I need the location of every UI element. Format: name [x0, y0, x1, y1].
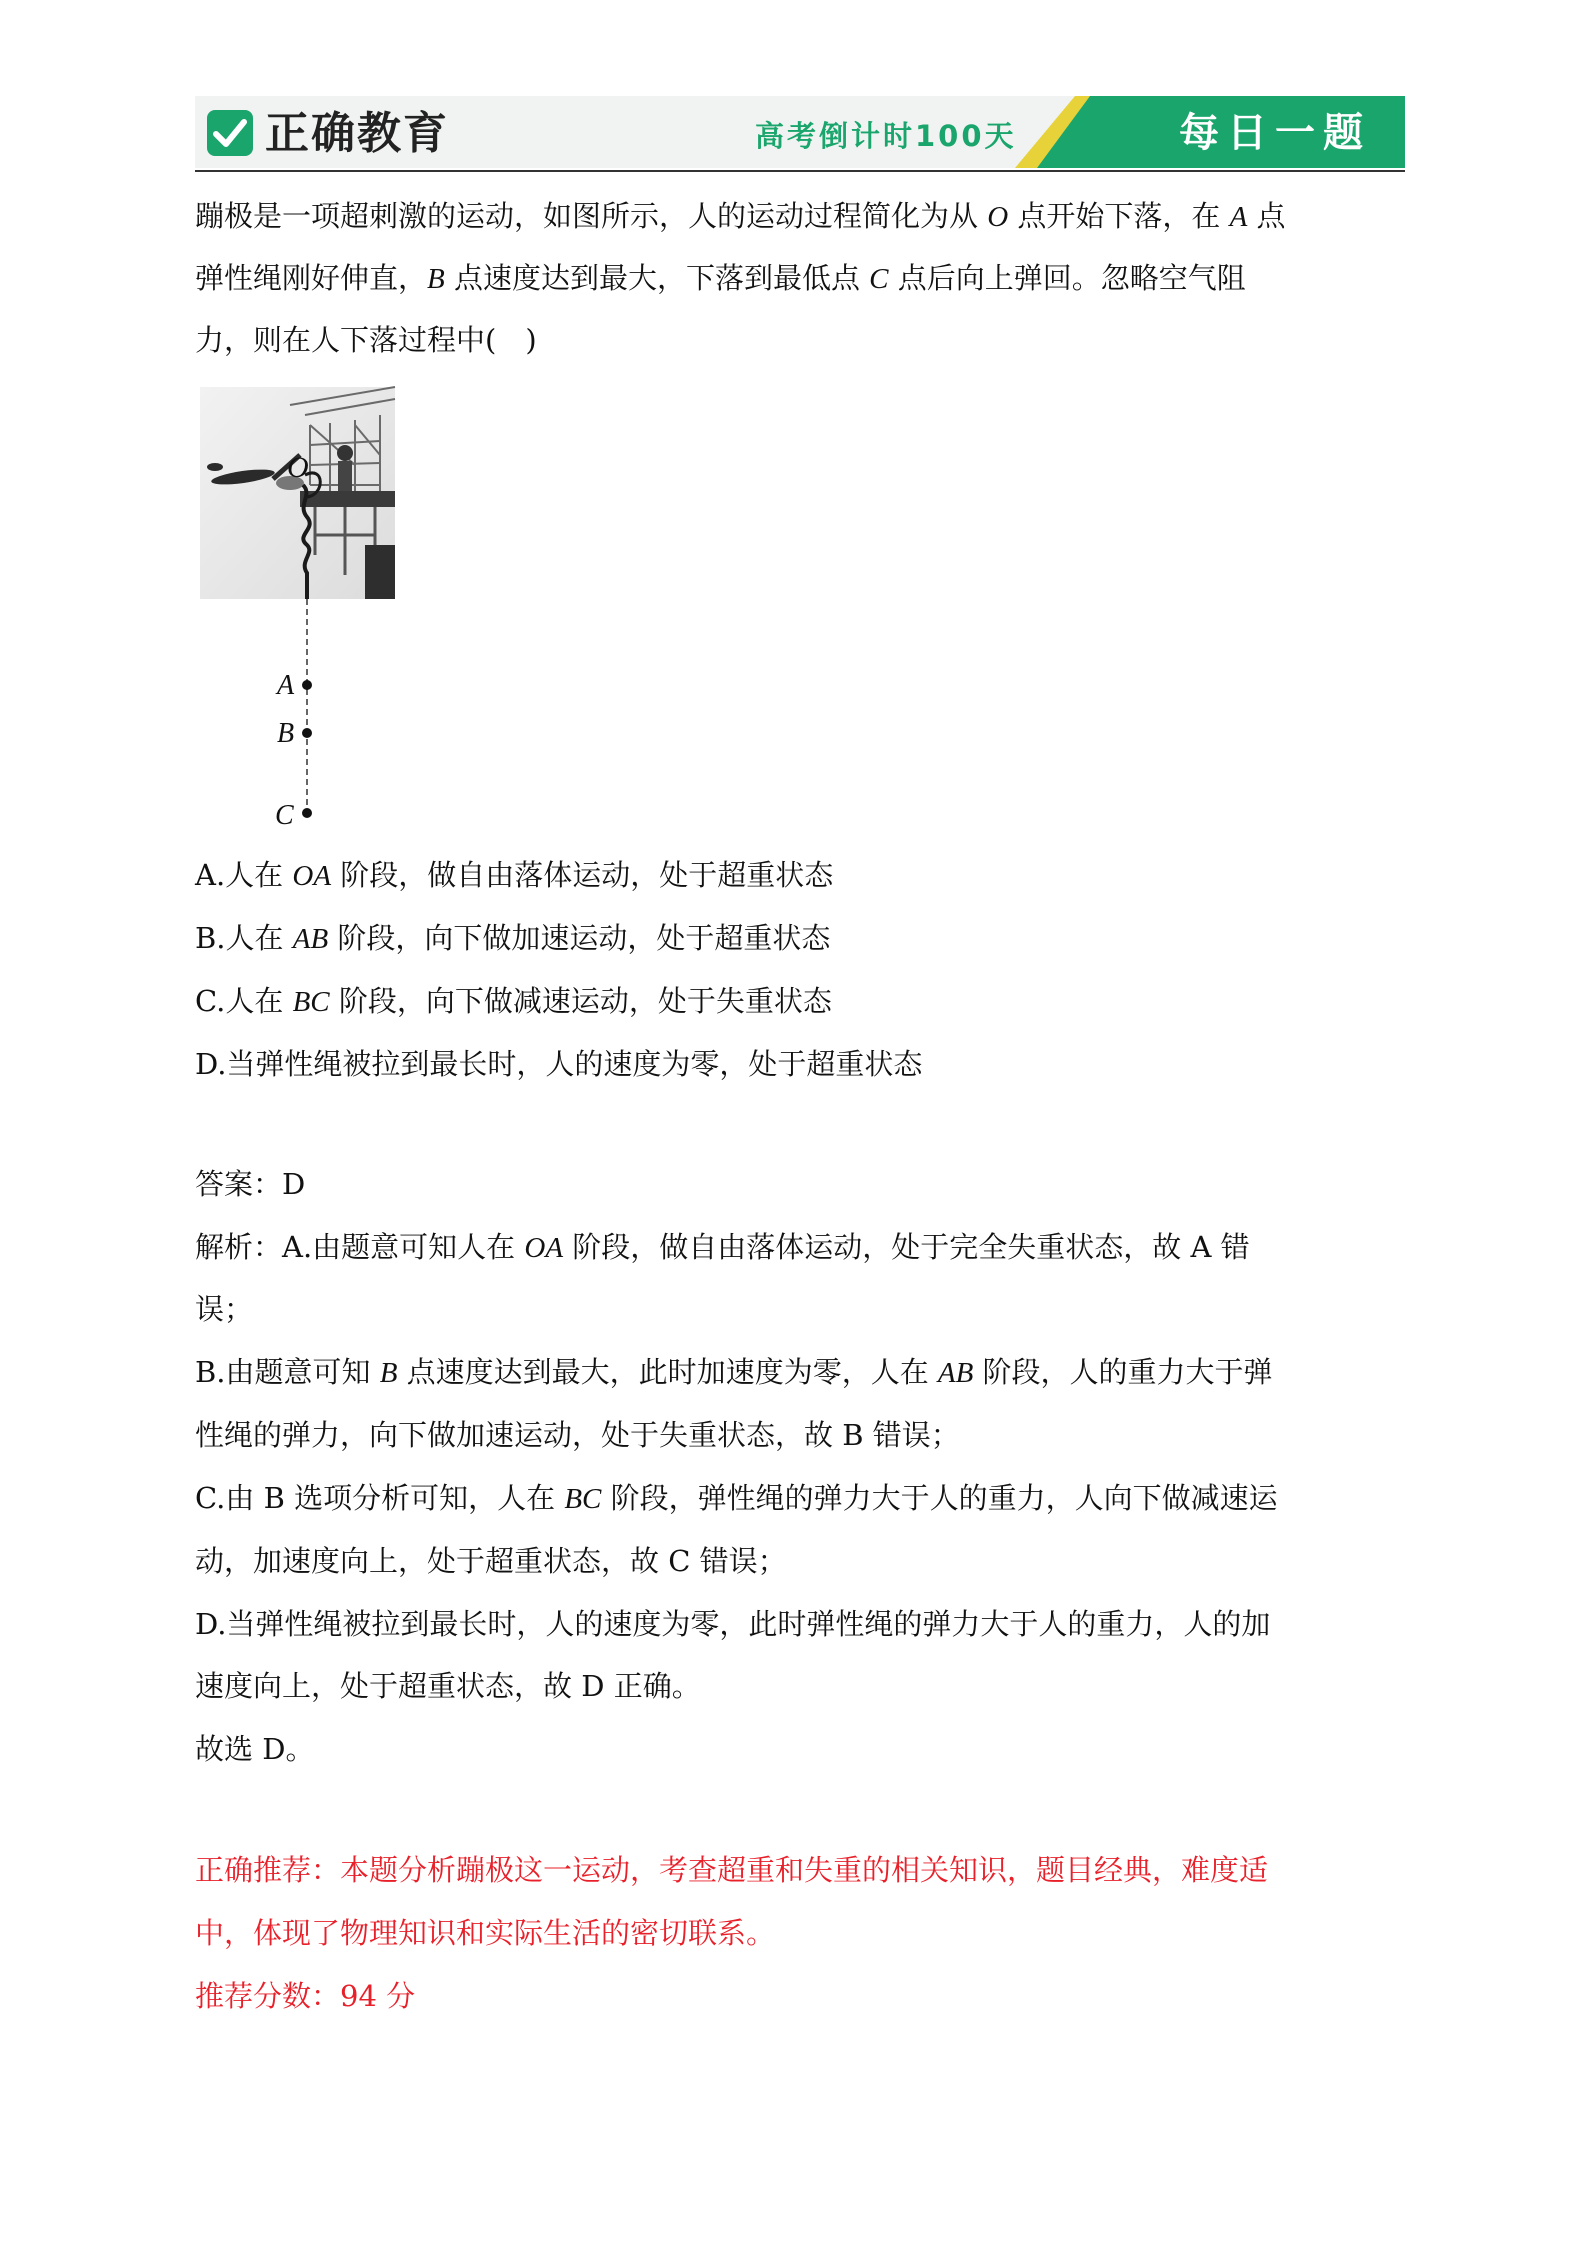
analysis-line-7: D.当弹性绳被拉到最长时，人的速度为零，此时弹性绳的弹力大于人的重力，人的加 — [195, 1607, 1271, 1641]
analysis-line-4: 性绳的弹力，向下做加速运动，处于失重状态，故 B 错误； — [195, 1418, 960, 1452]
header-rule — [195, 170, 1405, 172]
recommend-line-1: 正确推荐：本题分析蹦极这一运动，考查超重和失重的相关知识，题目经典，难度适 — [195, 1853, 1269, 1887]
point-a-label: A — [277, 670, 295, 701]
option-d: D.当弹性绳被拉到最长时，人的速度为零，处于超重状态 — [195, 1047, 923, 1081]
point-o-label: O — [287, 451, 309, 484]
answer-line: 答案：D — [195, 1167, 306, 1201]
question-line-3: 力，则在人下落过程中( ) — [195, 323, 537, 357]
daily-question-title: 每日一题 — [1179, 110, 1371, 156]
question-line-1: 蹦极是一项超刺激的运动，如图所示，人的运动过程简化为从 O 点开始下落，在 A 点 — [195, 199, 1286, 233]
countdown-text: 高考倒计时100天 — [755, 119, 1017, 153]
brand-name: 正确教育 — [265, 108, 449, 159]
question-line-2: 弹性绳刚好伸直，B 点速度达到最大，下落到最低点 C 点后向上弹回。忽略空气阻 — [195, 261, 1246, 295]
analysis-line-2: 误； — [195, 1292, 254, 1326]
point-b-label: B — [277, 718, 295, 749]
point-c-label: C — [275, 800, 294, 831]
header-banner — [195, 96, 1405, 172]
recommend-score: 推荐分数：94 分 — [195, 1979, 416, 2013]
recommend-line-2: 中，体现了物理知识和实际生活的密切联系。 — [195, 1916, 776, 1950]
analysis-line-8: 速度向上，处于超重状态，故 D 正确。 — [195, 1669, 701, 1703]
analysis-line-5: C.由 B 选项分析可知，人在 BC 阶段，弹性绳的弹力大于人的重力，人向下做减速运 — [195, 1481, 1278, 1515]
analysis-line-1: 解析：A.由题意可知人在 OA 阶段，做自由落体运动，处于完全失重状态，故 A 错 — [195, 1230, 1250, 1264]
analysis-line-6: 动，加速度向上，处于超重状态，故 C 错误； — [195, 1544, 787, 1578]
check-logo-icon — [207, 110, 253, 156]
option-b: B.人在 AB 阶段，向下做加速运动，处于超重状态 — [195, 921, 831, 955]
option-a: A.人在 OA 阶段，做自由落体运动，处于超重状态 — [195, 858, 834, 892]
option-c: C.人在 BC 阶段，向下做减速运动，处于失重状态 — [195, 984, 832, 1018]
analysis-line-9: 故选 D。 — [195, 1732, 315, 1766]
bungee-figure — [195, 385, 405, 835]
analysis-line-3: B.由题意可知 B 点速度达到最大，此时加速度为零，人在 AB 阶段，人的重力大于弹 — [195, 1355, 1273, 1389]
